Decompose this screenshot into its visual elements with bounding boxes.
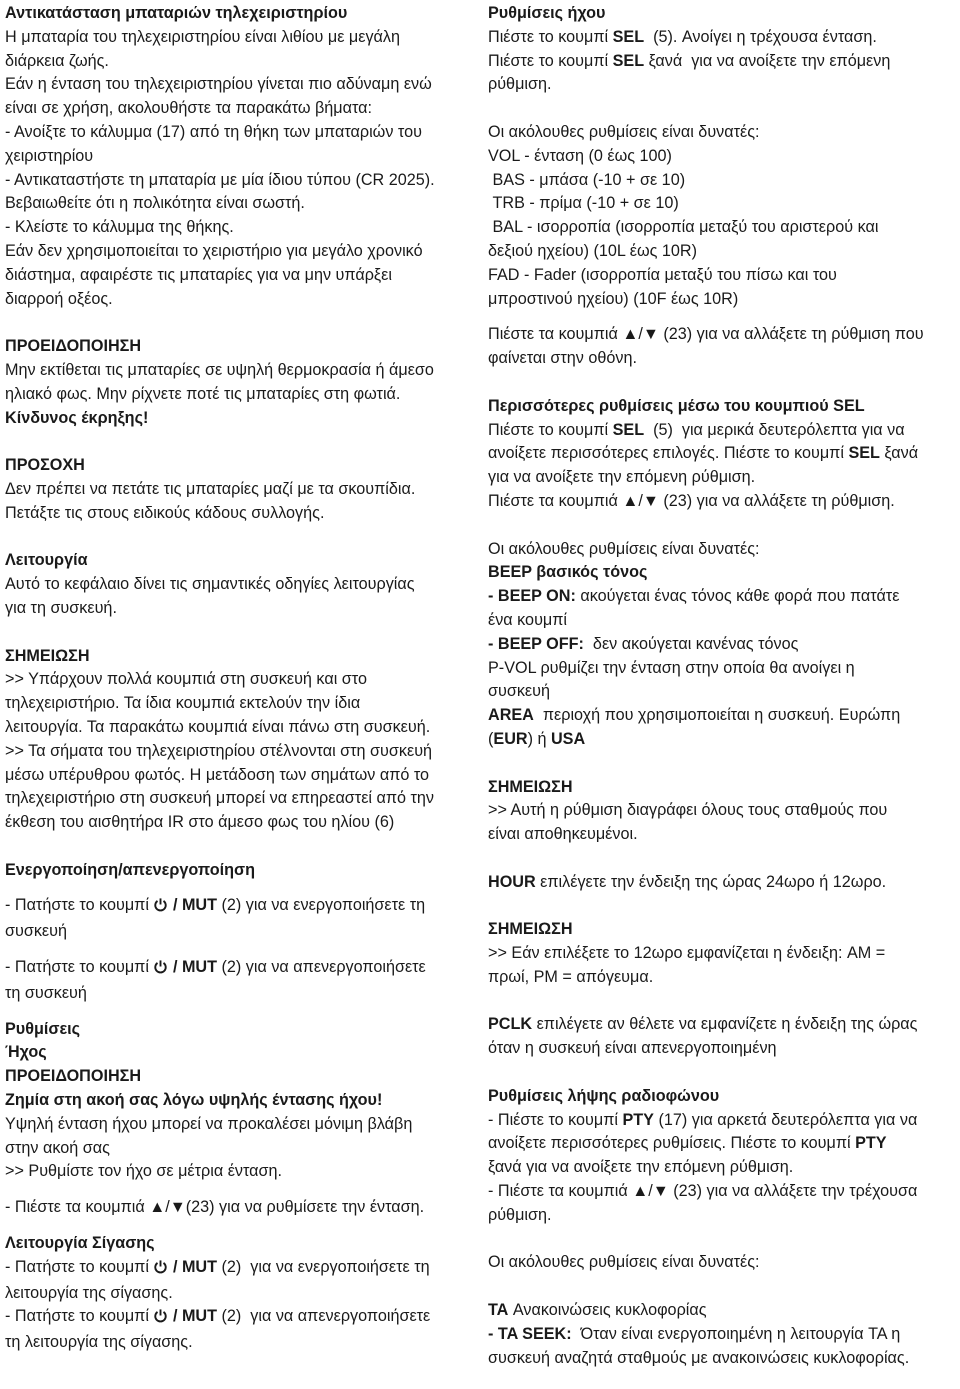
radio-section xyxy=(488,1085,956,1228)
battery-title: Αντικατάσταση μπαταριών τηλεχειριστηρίου xyxy=(5,4,348,22)
radio-line: ρύθμιση. xyxy=(488,1205,552,1224)
settings-line: Υψηλή ένταση ήχου μπορεί να προκαλέσει μόνιμη βλάβη xyxy=(5,1114,413,1133)
operation-section xyxy=(5,549,475,620)
area-text: ) ή xyxy=(527,729,551,748)
more-line: (23) για να αλλάξετε τη ρύθμιση. xyxy=(658,491,895,510)
sound-option: BAS - μπάσα (-10 + σε 10) xyxy=(488,170,686,189)
warning-section xyxy=(5,335,475,430)
sound-line: ρύθμιση. xyxy=(488,75,552,94)
usa-label: USA xyxy=(550,729,586,748)
mute-off-text: τη λειτουργία της σίγασης. xyxy=(5,1333,193,1352)
explosion-warning: Κίνδυνος έκρηξης! xyxy=(5,408,149,427)
more-settings-title: Περισσότερες ρυθμίσεις μέσω του κουμπιού SEL xyxy=(488,396,865,415)
note-section xyxy=(488,776,956,847)
up-down-arrows-icon: ▲/▼ xyxy=(622,491,659,510)
note-title: ΣΗΜΕΙΩΣΗ xyxy=(5,646,90,665)
pclk-setting xyxy=(488,1013,956,1061)
battery-line: Εάν η ένταση του τηλεχειριστηρίου γίνεται πιο αδύναμη ενώ xyxy=(5,75,432,94)
caution-section xyxy=(5,454,475,525)
note-line: >> Υπάρχουν πολλά κουμπιά στη συσκευή και στο xyxy=(5,670,367,689)
sound-option: δεξιού ηχείου) (10L έως 10R) xyxy=(488,241,698,260)
more-line: (5) για μερικά δευτερόλεπτα για να xyxy=(644,420,905,439)
battery-line: - Κλείστε το κάλυμμα της θήκης. xyxy=(5,218,234,237)
battery-section xyxy=(5,2,475,311)
sound-settings-title: Ρυθμίσεις ήχου xyxy=(488,4,606,22)
possible-settings-heading: Οι ακόλουθες ρυθμίσεις είναι δυνατές: xyxy=(488,1253,760,1272)
pvol-text: συσκευή xyxy=(488,682,550,701)
power-on-text: συσκευή xyxy=(5,922,67,941)
pvol-text: P-VOL ρυθμίζει την ένταση στην οποία θα ανοίγει η xyxy=(488,658,855,677)
sound-line: Πιέστε το κουμπί xyxy=(488,51,613,70)
battery-line: Εάν δεν χρησιμοποιείται το χειριστήριο για μεγάλο χρονικό xyxy=(5,241,423,260)
hearing-damage-warning: Ζημία στη ακοή σας λόγω υψηλής έντασης ήχου! xyxy=(5,1091,383,1110)
settings-section xyxy=(5,1018,475,1185)
settings-title: Ρυθμίσεις xyxy=(5,1019,81,1038)
possible-settings-heading: Οι ακόλουθες ρυθμίσεις είναι δυνατές: xyxy=(488,539,760,558)
more-settings-section xyxy=(488,395,956,514)
note-line: μέσω υπέρυθρου φωτός. Η μετάδοση των σημάτων από το xyxy=(5,765,430,784)
ta-seek-text: Όταν είναι ενεργοποιημένη η λειτουργία TA η xyxy=(571,1324,901,1343)
note-line: >> Τα σήματα του τηλεχειριστηρίου στέλνονται στη συσκευή xyxy=(5,741,433,760)
battery-line: Η μπαταρία του τηλεχειριστηρίου είναι λιθίου με μεγάλη xyxy=(5,27,401,46)
note-line: λειτουργία. Τα παρακάτω κουμπιά είναι πάνω στη συσκευή. xyxy=(5,717,431,736)
sel-label: SEL xyxy=(612,27,645,46)
sound-subtitle: Ήχος xyxy=(5,1043,47,1062)
caution-title: ΠΡΟΣΟΧΗ xyxy=(5,456,85,475)
note-line: έκθεση του αισθητήρα IR στο άμεσο φως του ηλίου (6) xyxy=(5,813,395,832)
battery-line: χειριστηρίου xyxy=(5,146,94,165)
more-line: Πιέστε το κουμπί xyxy=(488,420,613,439)
power-title: Ενεργοποίηση/απενεργοποίηση xyxy=(5,860,255,879)
sound-option: TRB - πρίμα (-10 + σε 10) xyxy=(488,194,679,213)
area-text: περιοχή που χρησιμοποιείται η συσκευή. Ευρώπη xyxy=(533,706,901,725)
note-section xyxy=(488,918,956,989)
note-line: τηλεχειριστήριο. Τα ίδια κουμπιά εκτελούν την ίδια xyxy=(5,694,361,713)
arrows-text: φαίνεται στην οθόνη. xyxy=(488,349,637,368)
battery-line: - Ανοίξτε το κάλυμμα (17) από τη θήκη των μπαταριών του xyxy=(5,122,422,141)
beep-on-text: ακούγεται ένας τόνος κάθε φορά που πατάτε xyxy=(575,587,900,606)
area-label: AREA xyxy=(488,706,534,725)
warning-line: ηλιακό φως. Μην ρίχνετε ποτέ τις μπαταρίες στη φωτιά. xyxy=(5,384,401,403)
sound-line: Πιέστε το κουμπί xyxy=(488,27,613,46)
power-on-instruction xyxy=(5,894,475,944)
note-line: είναι αποθηκευμένοι. xyxy=(488,825,638,844)
more-line: Πιέστε τα κουμπιά xyxy=(488,491,623,510)
settings-warning-title: ΠΡΟΕΙΔΟΠΟΙΗΣΗ xyxy=(5,1067,142,1086)
ta-text: Ανακοινώσεις κυκλοφορίας xyxy=(508,1301,707,1320)
settings-line: στην ακοή σας xyxy=(5,1138,110,1157)
sound-options-list xyxy=(488,121,956,311)
radio-title: Ρυθμίσεις λήψης ραδιοφώνου xyxy=(488,1086,720,1105)
caution-line: Δεν πρέπει να πετάτε τις μπαταρίες μαζί με τα σκουπίδια. xyxy=(5,479,416,498)
mute-section xyxy=(5,1232,475,1355)
sel-label: SEL xyxy=(848,444,880,463)
power-section xyxy=(5,859,475,883)
ta-seek-label: - TA SEEK: xyxy=(488,1324,572,1343)
power-off-text: - Πατήστε το κουμπί xyxy=(5,958,154,977)
sound-option: VOL - ένταση (0 έως 100) xyxy=(488,146,672,165)
beep-off-label: - BEEP OFF: xyxy=(488,634,584,653)
mut-label: / MUT xyxy=(172,896,218,915)
battery-line: - Αντικαταστήστε τη μπαταρία με μία ίδιου τύπου (CR 2025). xyxy=(5,170,435,189)
ta-label: TA xyxy=(488,1301,509,1320)
sel-label: SEL xyxy=(612,51,645,70)
operation-line: Αυτό το κεφάλαιο δίνει τις σημαντικές οδηγίες λειτουργίας xyxy=(5,575,415,594)
ta-section xyxy=(488,1299,956,1370)
radio-line: - Πιέστε τα κουμπιά xyxy=(488,1182,633,1201)
radio-line: (17) για αρκετά δευτερόλεπτα για να xyxy=(653,1110,918,1129)
hour-text: επιλέγετε την ένδειξη της ώρας 24ωρο ή 12ωρο. xyxy=(535,872,887,891)
power-off-text: (2) για να απενεργοποιήσετε xyxy=(217,958,426,977)
radio-line: - Πιέστε το κουμπί xyxy=(488,1110,623,1129)
sound-settings-section xyxy=(488,2,956,97)
power-icon xyxy=(153,958,168,982)
warning-line: Μην εκτίθεται τις μπαταρίες σε υψηλή θερμοκρασία ή άμεσο xyxy=(5,360,434,379)
warning-title: ΠΡΟΕΙΔΟΠΟΙΗΣΗ xyxy=(5,337,142,356)
note-line: >> Αυτή η ρύθμιση διαγράφει όλους τους σταθμούς που xyxy=(488,801,888,820)
volume-text: - Πιέστε τα κουμπιά xyxy=(5,1198,150,1217)
power-icon xyxy=(153,1307,168,1331)
note-section xyxy=(5,645,475,835)
mut-label: / MUT xyxy=(172,958,218,977)
operation-line: για τη συσκευή. xyxy=(5,598,117,617)
power-icon xyxy=(153,1258,168,1282)
radio-line: (23) για να αλλάξετε την τρέχουσα xyxy=(668,1182,918,1201)
sel-label: SEL xyxy=(612,420,645,439)
area-text: ( xyxy=(488,729,494,748)
mut-label: / MUT xyxy=(172,1307,218,1326)
beep-section xyxy=(488,538,956,752)
power-off-instruction xyxy=(5,956,475,1006)
mute-on-text: - Πατήστε το κουμπί xyxy=(5,1257,154,1276)
up-down-arrows-icon: ▲/▼ xyxy=(149,1198,186,1217)
note-line: τηλεχειριστήριο στη συσκευή μπορεί να επηρεαστεί από την xyxy=(5,789,435,808)
possible-settings-heading: Οι ακόλουθες ρυθμίσεις είναι δυνατές: xyxy=(488,122,760,141)
more-line: ανοίξετε περισσότερες επιλογές. Πιέστε το κουμπί xyxy=(488,444,849,463)
battery-line: Βεβαιωθείτε ότι η πολικότητα είναι σωστή. xyxy=(5,194,305,213)
operation-title: Λειτουργία xyxy=(5,551,88,570)
arrows-instruction xyxy=(488,323,956,371)
sound-option: FAD - Fader (ισορροπία μεταξύ του πίσω και του xyxy=(488,265,837,284)
more-line: για να ανοίξετε την επόμενη ρύθμιση. xyxy=(488,468,756,487)
up-down-arrows-icon: ▲/▼ xyxy=(622,325,659,344)
mute-on-text: λειτουργία της σίγασης. xyxy=(5,1283,173,1302)
right-column xyxy=(488,2,956,1370)
hour-setting xyxy=(488,871,956,895)
arrows-text: (23) για να αλλάξετε τη ρύθμιση που xyxy=(658,325,924,344)
power-on-text: (2) για να ενεργοποιήσετε τη xyxy=(217,896,426,915)
arrows-text: Πιέστε τα κουμπιά xyxy=(488,325,623,344)
beep-title: BEEP βασικός τόνος xyxy=(488,563,648,582)
beep-on-text: ένα κουμπί xyxy=(488,610,568,629)
pclk-text: όταν η συσκευή είναι απενεργοποιημένη xyxy=(488,1039,777,1058)
hour-label: HOUR xyxy=(488,872,536,891)
note-title: ΣΗΜΕΙΩΣΗ xyxy=(488,920,573,939)
battery-line: διάρκεια ζωής. xyxy=(5,51,109,70)
sound-option: μπροστινού ηχείου) (10F έως 10R) xyxy=(488,289,739,308)
beep-on-label: - BEEP ON: xyxy=(488,587,576,606)
power-icon xyxy=(153,896,168,920)
battery-line: διάστημα, αφαιρέστε τις μπαταρίες για να μην υπάρξει xyxy=(5,265,392,284)
beep-off-text: δεν ακούγεται κανένας τόνος xyxy=(583,634,799,653)
mute-off-text: - Πατήστε το κουμπί xyxy=(5,1307,154,1326)
pclk-text: επιλέγετε αν θέλετε να εμφανίζετε η ένδειξη της ώρας xyxy=(532,1015,918,1034)
pclk-label: PCLK xyxy=(488,1015,533,1034)
battery-line: διαρροή οξέος. xyxy=(5,289,113,308)
power-off-text: τη συσκευή xyxy=(5,983,87,1002)
pty-label: PTY xyxy=(855,1134,887,1153)
mute-off-text: (2) για να απενεργοποιήσετε xyxy=(217,1307,431,1326)
left-column xyxy=(5,2,475,1355)
up-down-arrows-icon: ▲/▼ xyxy=(632,1182,669,1201)
power-on-text: - Πατήστε το κουμπί xyxy=(5,896,154,915)
volume-instruction xyxy=(5,1196,475,1220)
note-line: >> Εάν επιλέξετε το 12ωρο εμφανίζεται η ένδειξη: AM = xyxy=(488,944,886,963)
eur-label: EUR xyxy=(493,729,528,748)
radio-possible xyxy=(488,1251,956,1275)
more-line: ξανά xyxy=(879,444,919,463)
volume-text: (23) για να ρυθμίσετε την ένταση. xyxy=(185,1198,425,1217)
mut-label: / MUT xyxy=(172,1257,218,1276)
mute-on-text: (2) για να ενεργοποιήσετε τη xyxy=(217,1257,430,1276)
settings-line: >> Ρυθμίστε τον ήχο σε μέτρια ένταση. xyxy=(5,1162,283,1181)
sound-option: BAL - ισορροπία (ισορροπία μεταξύ του αριστερού και xyxy=(488,218,879,237)
sound-line: (5). Ανοίγει η τρέχουσα ένταση. xyxy=(644,27,877,46)
pty-label: PTY xyxy=(622,1110,654,1129)
note-title: ΣΗΜΕΙΩΣΗ xyxy=(488,777,573,796)
radio-line: ανοίξετε περισσότερες ρυθμίσεις. Πιέστε το κουμπί xyxy=(488,1134,856,1153)
radio-line: ξανά για να ανοίξετε την επόμενη ρύθμιση. xyxy=(488,1158,794,1177)
note-line: πρωί, PM = απόγευμα. xyxy=(488,967,654,986)
mute-title: Λειτουργία Σίγασης xyxy=(5,1234,155,1253)
ta-seek-text: συσκευή αναζητά σταθμούς με ανακοινώσεις κυκλοφορίας. xyxy=(488,1348,910,1367)
battery-line: είναι σε χρήση, ακολουθήστε τα παρακάτω βήματα: xyxy=(5,99,372,118)
sound-line: ξανά για να ανοίξετε την επόμενη xyxy=(644,51,891,70)
caution-line: Πετάξτε τις στους ειδικούς κάδους συλλογής. xyxy=(5,503,325,522)
